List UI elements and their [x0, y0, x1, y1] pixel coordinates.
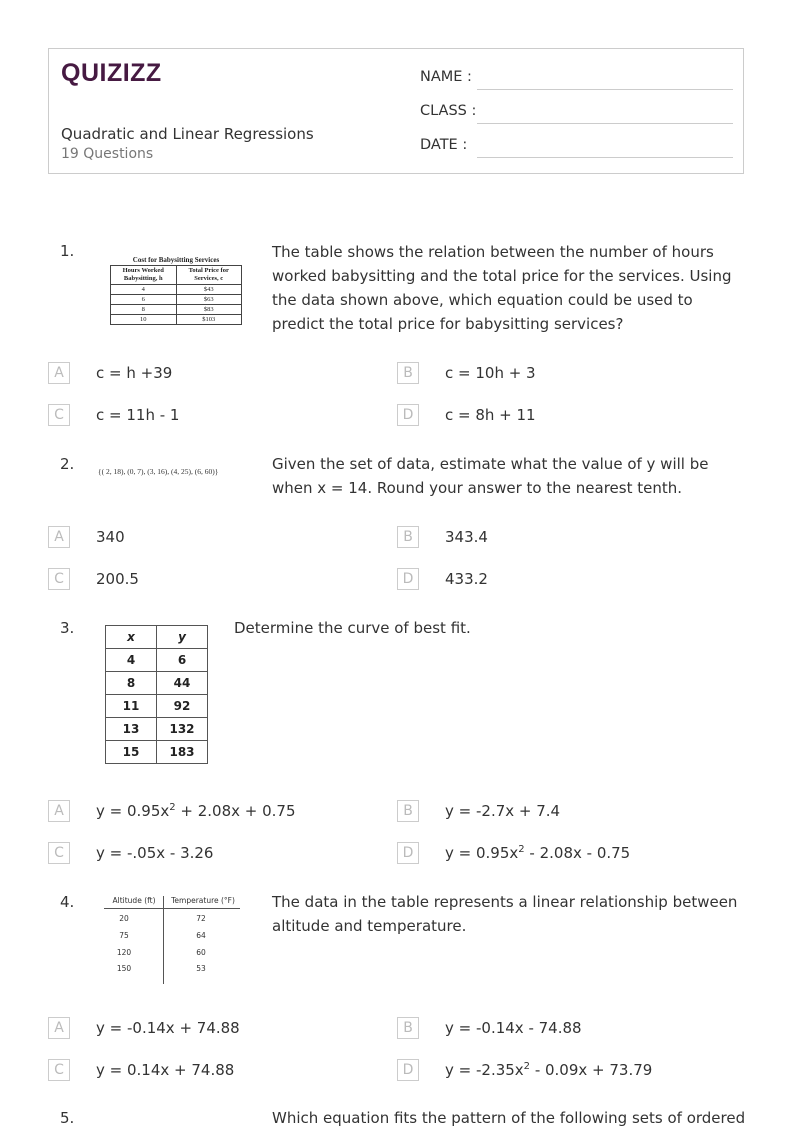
- table-row: [111, 285, 242, 295]
- table-cell: 183: [157, 741, 208, 764]
- option-d-box[interactable]: D: [397, 404, 419, 426]
- option-d-text[interactable]: $y = -2.35x^2 - 0.09x + 73.79$: [445, 1061, 653, 1079]
- table-cell: 8: [106, 672, 157, 695]
- question-number: 4.: [60, 893, 75, 911]
- table-cell: 132: [157, 718, 208, 741]
- option-b-box[interactable]: B: [397, 800, 419, 822]
- table-cell: 53: [196, 964, 206, 973]
- quizizz-logo: QUIZIZZ: [61, 59, 162, 87]
- name-field[interactable]: [477, 89, 733, 90]
- table-cell: $63: [176, 295, 242, 305]
- table-row: [106, 672, 208, 695]
- option-c-box[interactable]: C: [48, 404, 70, 426]
- table-header: Temperature (°F): [171, 896, 235, 905]
- option-b-box[interactable]: B: [397, 1017, 419, 1039]
- table-cell: 6: [111, 295, 177, 305]
- table-cell: 20: [119, 914, 129, 923]
- question-count: 19 Questions: [61, 146, 154, 162]
- option-a-box[interactable]: A: [48, 362, 70, 384]
- table-cell: 11: [106, 695, 157, 718]
- table-cell: $103: [176, 315, 242, 325]
- option-d-text[interactable]: c = 8h + 11: [445, 406, 536, 424]
- table-row: [106, 718, 208, 741]
- option-a-text[interactable]: y = -0.14x + 74.88: [96, 1019, 240, 1037]
- table-cell: 13: [106, 718, 157, 741]
- option-a-text[interactable]: 340: [96, 528, 125, 546]
- option-b-text[interactable]: c = 10h + 3: [445, 364, 536, 382]
- question-text: The table shows the relation between the number of hours worked babysitting and the total price for the services. Using the data shown above, which equation could be used to predict the total price for babysitting services?: [272, 243, 732, 333]
- table-row: [111, 295, 242, 305]
- class-field[interactable]: [477, 123, 733, 124]
- option-d-box[interactable]: D: [397, 568, 419, 590]
- class-label: CLASS :: [420, 103, 477, 119]
- table-cell: 15: [106, 741, 157, 764]
- option-b-text[interactable]: y = -0.14x - 74.88: [445, 1019, 582, 1037]
- option-c-text[interactable]: 200.5: [96, 570, 139, 588]
- table-cell: 6: [157, 649, 208, 672]
- question-number: 2.: [60, 455, 75, 473]
- table-row: [111, 315, 242, 325]
- table-header: y: [157, 626, 208, 649]
- option-b-text[interactable]: 343.4: [445, 528, 488, 546]
- babysitting-table: [110, 265, 242, 325]
- option-c-box[interactable]: C: [48, 1059, 70, 1081]
- table-cell: 4: [106, 649, 157, 672]
- option-c-text[interactable]: c = 11h - 1: [96, 406, 180, 424]
- table-cell: 8: [111, 305, 177, 315]
- header-divider: [104, 908, 240, 909]
- option-d-text[interactable]: $y = 0.95x^2 - 2.08x - 0.75$: [445, 844, 631, 862]
- date-label: DATE :: [420, 137, 468, 153]
- option-c-text[interactable]: y = -.05x - 3.26: [96, 844, 214, 862]
- option-a-text[interactable]: $y = 0.95x^2 + 2.08x + 0.75$: [96, 802, 296, 820]
- name-label: NAME :: [420, 69, 472, 85]
- altitude-table-figure: [104, 896, 240, 984]
- question-text: Which equation fits the pattern of the following sets of ordered: [272, 1109, 746, 1127]
- option-d-box[interactable]: D: [397, 1059, 419, 1081]
- date-field[interactable]: [477, 157, 733, 158]
- table-header: Altitude (ft): [112, 896, 156, 905]
- option-d-box[interactable]: D: [397, 842, 419, 864]
- table-cell: 4: [111, 285, 177, 295]
- option-a-box[interactable]: A: [48, 526, 70, 548]
- option-d-text[interactable]: 433.2: [445, 570, 488, 588]
- table-row: [106, 649, 208, 672]
- table-cell: 44: [157, 672, 208, 695]
- table-row: [106, 741, 208, 764]
- option-c-box[interactable]: C: [48, 842, 70, 864]
- question-text: Given the set of data, estimate what the value of y will be when x = 14. Round your answer to the nearest tenth.: [272, 455, 709, 497]
- option-b-box[interactable]: B: [397, 526, 419, 548]
- option-c-box[interactable]: C: [48, 568, 70, 590]
- table-row: [111, 305, 242, 315]
- table-cell: 10: [111, 315, 177, 325]
- xy-table: [105, 625, 208, 764]
- table-cell: 60: [196, 948, 206, 957]
- table-cell: 92: [157, 695, 208, 718]
- table-row: [106, 695, 208, 718]
- option-c-text[interactable]: y = 0.14x + 74.88: [96, 1061, 235, 1079]
- column-divider: [163, 896, 164, 984]
- table-header: Total Price for Services, c: [176, 266, 242, 285]
- table-cell: 150: [116, 964, 132, 973]
- question-number: 1.: [60, 242, 75, 260]
- question-number: 3.: [60, 619, 75, 637]
- worksheet-header: [48, 48, 744, 174]
- table-cell: 72: [196, 914, 206, 923]
- table-cell: 120: [116, 948, 132, 957]
- worksheet-title: Quadratic and Linear Regressions: [61, 125, 314, 143]
- table-cell: $83: [176, 305, 242, 315]
- question-number: 5.: [60, 1109, 75, 1127]
- figure-caption: Cost for Babysitting Services: [132, 256, 220, 264]
- dataset-figure: {( 2, 18), (0, 7), (3, 16), (4, 25), (6, 60)}: [98, 467, 219, 476]
- table-header: x: [106, 626, 157, 649]
- question-text: The data in the table represents a linear relationship between altitude and temperature.: [272, 893, 738, 935]
- table-cell: $43: [176, 285, 242, 295]
- option-a-box[interactable]: A: [48, 1017, 70, 1039]
- option-b-text[interactable]: y = -2.7x + 7.4: [445, 802, 561, 820]
- table-cell: 75: [119, 931, 129, 940]
- option-a-text[interactable]: c = h +39: [96, 364, 173, 382]
- option-a-box[interactable]: A: [48, 800, 70, 822]
- option-b-box[interactable]: B: [397, 362, 419, 384]
- question-text: Determine the curve of best fit.: [234, 619, 471, 637]
- table-header: Hours Worked Babysitting, h: [111, 266, 177, 285]
- table-cell: 64: [196, 931, 206, 940]
- babysitting-table-figure: [110, 256, 242, 325]
